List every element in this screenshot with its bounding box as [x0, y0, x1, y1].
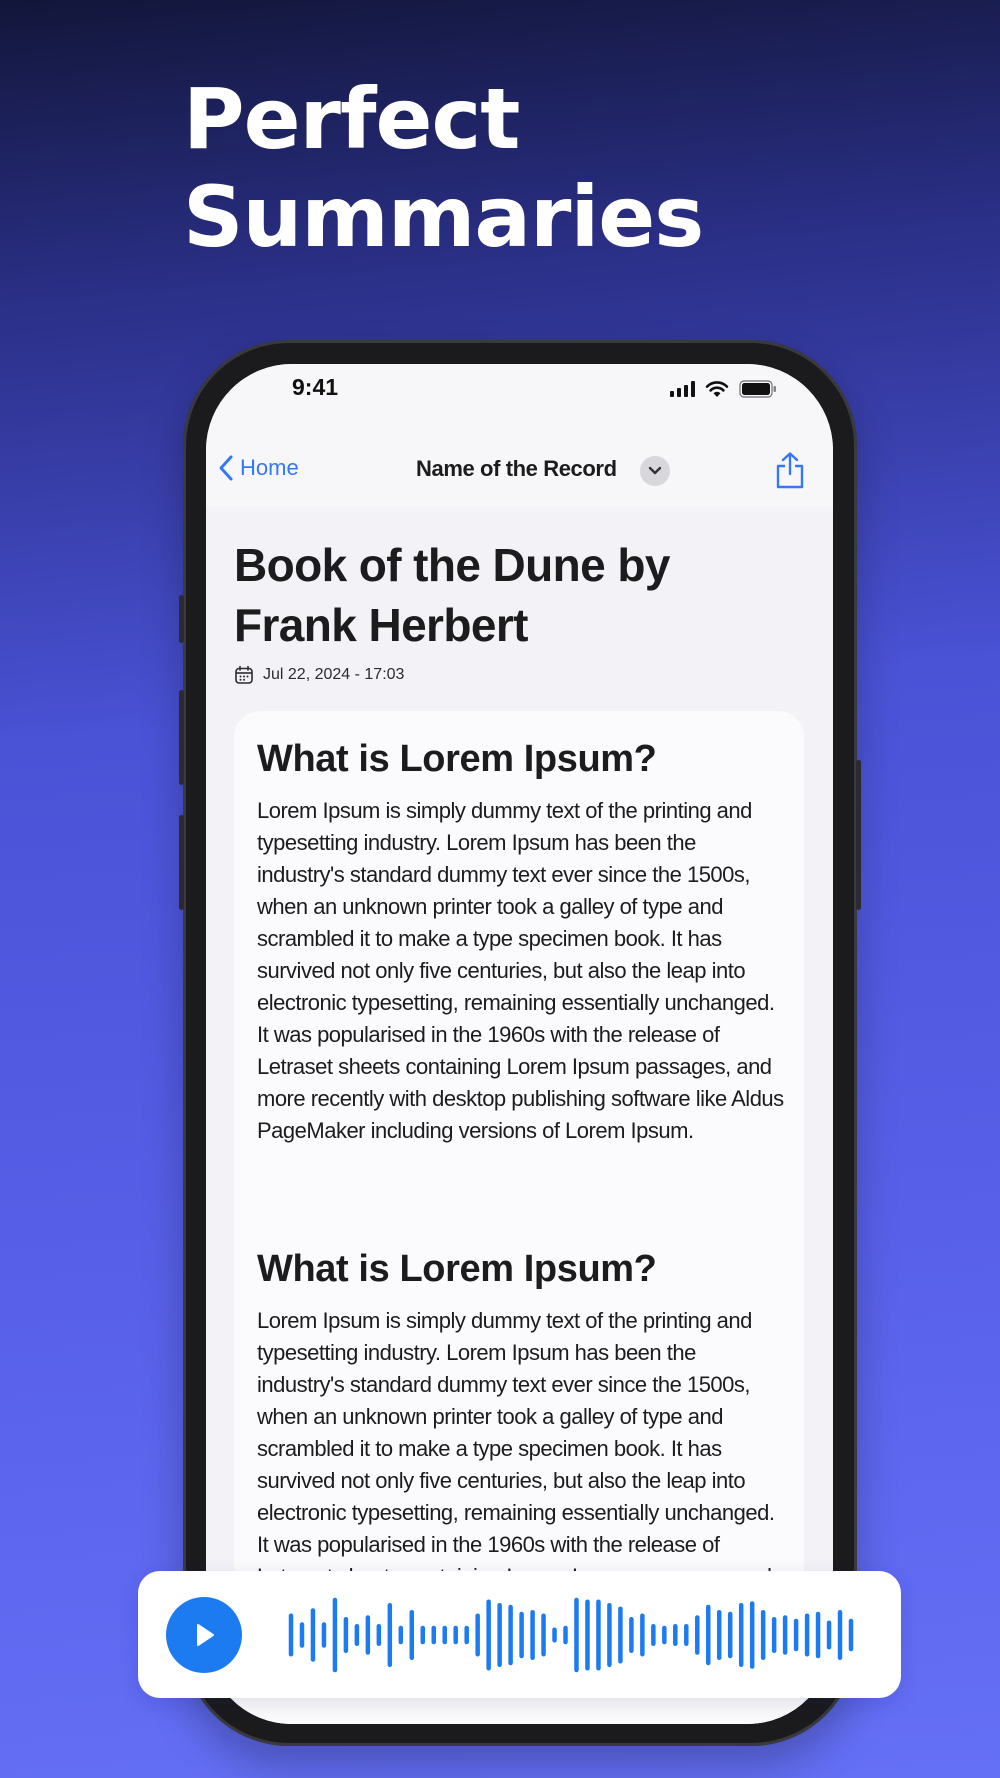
phone-power-button — [856, 760, 861, 910]
phone-volume-up — [179, 690, 184, 785]
headline-line-2: Summaries — [183, 168, 704, 266]
play-icon — [191, 1621, 217, 1649]
battery-icon — [739, 380, 777, 398]
share-icon — [774, 452, 806, 490]
section-heading: What is Lorem Ipsum? — [257, 1248, 657, 1290]
headline — [183, 70, 903, 266]
phone-volume-down — [179, 815, 184, 910]
wifi-icon — [705, 380, 729, 398]
phone-silent-switch — [179, 595, 184, 643]
record-content[interactable] — [206, 507, 833, 1724]
share-button[interactable] — [774, 452, 806, 495]
waveform-icon[interactable] — [286, 1595, 856, 1675]
section-heading: What is Lorem Ipsum? — [257, 738, 657, 780]
calendar-icon — [234, 665, 254, 685]
section-body: Lorem Ipsum is simply dummy text of the printing and typesetting industry. Lorem Ipsum has been the industry's standard dummy text ever since the 1500s, when an unknown printer took a galley of type and scrambled it to make a type specimen book. It has survived not only five centuries, but also the leap into electronic typesetting, remaining essentially unchanged. It was popularised in the 1960s with the release of — [257, 1308, 775, 1557]
document-date-row — [234, 665, 404, 685]
record-menu-button[interactable] — [640, 456, 670, 486]
document-title: Book of the Dune by Frank Herbert — [234, 539, 670, 651]
section-body: Lorem Ipsum is simply dummy text of the printing and typesetting industry. Lorem Ipsum has been the industry's standard dummy text ever since the 1500s, when an unknown printer took a galley of type and scrambled it to make a type specimen book. It has survived not only five centuries, but also the leap into electronic typesetting, remaining essentially unchanged. It was popularised in the 1960s with the release of Letraset sheets containing Lorem Ipsum passages, and more recently with desktop publishing software like Aldus PageMaker including versions of Lorem Ipsum. — [257, 798, 784, 1143]
headline-line-1: Perfect — [183, 70, 520, 168]
play-button[interactable] — [166, 1597, 242, 1673]
navigation-bar — [206, 434, 833, 508]
chevron-left-icon — [218, 454, 234, 482]
status-bar — [206, 364, 833, 434]
chevron-down-icon — [648, 466, 662, 476]
phone-screen — [206, 364, 833, 1724]
audio-player — [138, 1571, 901, 1698]
status-time: 9:41 — [292, 374, 339, 400]
summary-section — [257, 735, 787, 1147]
cellular-signal-icon — [670, 381, 695, 397]
record-title[interactable]: Name of the Record — [416, 456, 617, 481]
back-button-label: Home — [240, 455, 299, 480]
back-button[interactable] — [218, 454, 299, 482]
document-date: Jul 22, 2024 - 17:03 — [263, 666, 405, 683]
